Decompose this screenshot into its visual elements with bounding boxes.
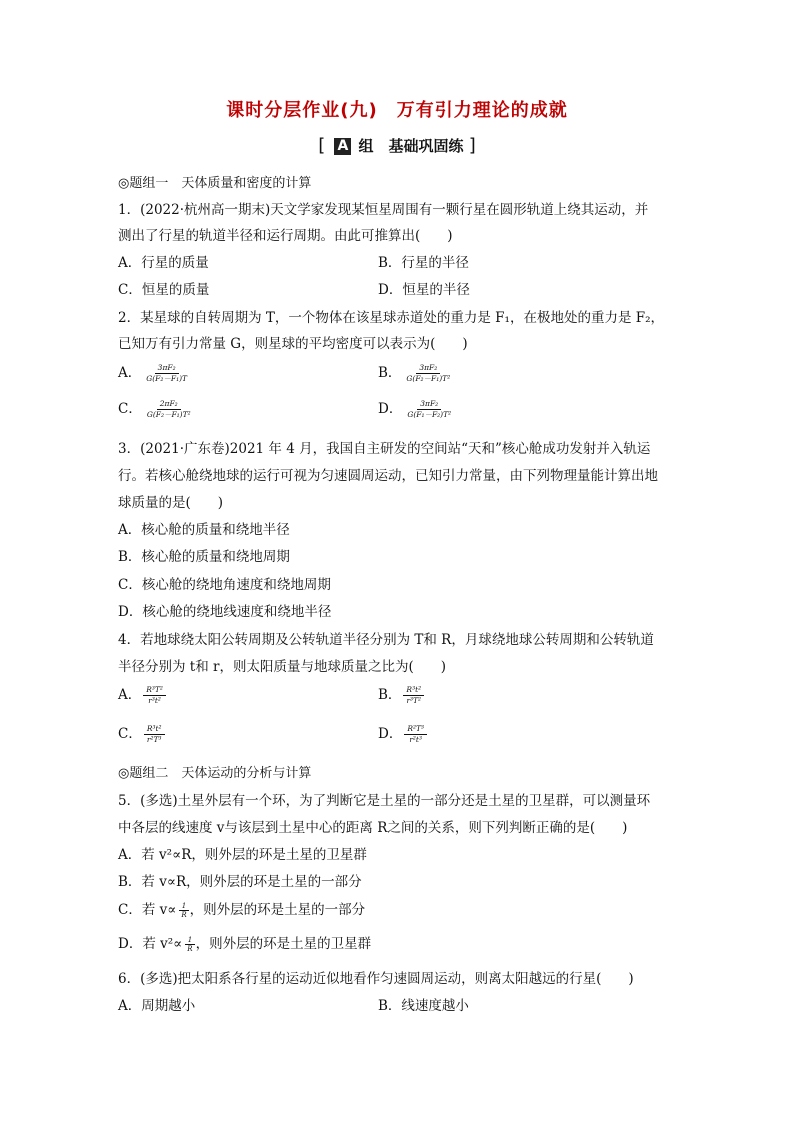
q5-option-a: A．若 v²∝R，则外层的环是土星的卫星群: [118, 847, 367, 863]
fraction-denominator: G(F₂－F₁)T²: [406, 374, 451, 383]
q6-option-b: B．线速度越小: [378, 998, 469, 1014]
fraction-numerator: 3πF₂: [417, 399, 441, 410]
fraction: [403, 363, 453, 384]
q2-option-a: [118, 361, 190, 384]
option-label: D．: [378, 401, 403, 417]
group-letter-badge: A: [334, 138, 351, 155]
fraction-denominator: R: [187, 945, 193, 953]
q1-option-c: C．恒星的质量: [118, 282, 210, 298]
q3-option-a: A．核心舱的质量和绕地半径: [118, 522, 290, 538]
option-label: C．: [118, 726, 142, 742]
group-name: 组 基础巩固练: [358, 137, 464, 155]
q2-option-b: [378, 361, 453, 384]
fraction-numerator: 3πF₂: [416, 363, 440, 374]
fraction-denominator: G(F₂－F₁)T²: [146, 410, 191, 419]
fraction-numerator: 3πF₂: [155, 363, 179, 374]
fraction: [184, 936, 195, 953]
q5-stem-line1: 5．(多选)土星外层有一个环，为了判断它是土星的一部分还是土星的卫星群，可以测量环: [118, 793, 651, 809]
fraction: [143, 363, 190, 384]
q3-option-b: B．核心舱的质量和绕地周期: [118, 549, 290, 565]
fraction: [143, 685, 166, 706]
q3-stem-line1: 3．(2021·广东卷)2021 年 4 月，我国自主研发的空间站“天和”核心舱成功发射并入轨运: [118, 441, 651, 457]
q3-stem-line2: 行。若核心舱绕地球的运行可视为匀速圆周运动，已知引力常量，由下列物理量能计算出地: [118, 468, 658, 484]
option-prefix: C．若 v∝: [118, 902, 177, 918]
q1-option-d: D．恒星的半径: [378, 282, 470, 298]
q6-option-a: A．周期越小: [118, 998, 196, 1014]
option-label: A．: [118, 365, 142, 381]
q6-stem-line1: 6．(多选)把太阳系各行星的运动近似地看作匀速圆周运动，则离太阳越远的行星( ): [118, 971, 634, 987]
q2-option-c: [118, 397, 194, 420]
fraction: [144, 724, 165, 745]
q4-stem-line2: 半径分别为 t和 r，则太阳质量与地球质量之比为( ): [118, 659, 446, 675]
section-1-title: ◎题组一 天体质量和密度的计算: [118, 176, 312, 191]
fraction-denominator: r²T³: [146, 735, 162, 744]
q5-stem-line2: 中各层的线速度 v与该层到土星中心的距离 R之间的关系，则下列判断正确的是( ): [118, 820, 628, 836]
fraction: [404, 399, 454, 420]
group-bracket-open: [: [318, 135, 326, 156]
page-title: 课时分层作业(九) 万有引力理论的成就: [226, 100, 568, 121]
option-label: A．: [118, 687, 142, 703]
q3-option-d: D．核心舱的绕地线速度和绕地半径: [118, 604, 332, 620]
q3-option-c: C．核心舱的绕地角速度和绕地周期: [118, 577, 331, 593]
fraction: [404, 724, 427, 745]
fraction-numerator: 1: [185, 936, 195, 945]
group-bracket-close: ]: [468, 135, 476, 156]
fraction: [144, 399, 194, 420]
option-label: B．: [378, 687, 402, 703]
q1-option-a: A．行星的质量: [118, 255, 209, 271]
q5-option-c: [118, 898, 365, 919]
q1-stem-line2: 测出了行星的轨道半径和运行周期。由此可推算出( ): [118, 228, 453, 244]
option-suffix: ，则外层的环是土星的一部分: [189, 902, 366, 918]
q2-option-d: [378, 397, 454, 420]
option-prefix: D．若 v²∝: [118, 936, 183, 952]
fraction-denominator: r³T²: [406, 696, 422, 705]
q5-option-b: B．若 v∝R，则外层的环是土星的一部分: [118, 874, 362, 890]
fraction-denominator: r²t³: [409, 735, 422, 744]
q2-stem-line1: 2．某星球的自转周期为 T，一个物体在该星球赤道处的重力是 F₁，在极地处的重力是 F₂，: [118, 310, 665, 326]
fraction-numerator: 2πF₂: [157, 399, 181, 410]
fraction-numerator: R³T²: [143, 685, 166, 696]
fraction-numerator: 1: [179, 902, 189, 911]
q2-stem-line2: 已知万有引力常量 G，则星球的平均密度可以表示为( ): [118, 336, 468, 352]
q1-option-b: B．行星的半径: [378, 255, 469, 271]
q5-option-d: [118, 932, 371, 953]
option-label: C．: [118, 401, 142, 417]
q1-stem-line1: 1．(2022·杭州高一期末)天文学家发现某恒星周围有一颗行星在圆形轨道上绕其运动，并: [118, 202, 649, 218]
option-suffix: ，则外层的环是土星的卫星群: [195, 936, 372, 952]
q3-stem-line3: 球质量的是( ): [118, 495, 224, 511]
fraction-numerator: R³t²: [144, 724, 165, 735]
section-2-title: ◎题组二 天体运动的分析与计算: [118, 766, 312, 781]
option-label: B．: [378, 365, 402, 381]
q4-option-b: [378, 683, 424, 706]
fraction: [178, 902, 189, 919]
q4-option-a: [118, 683, 166, 706]
fraction-denominator: R: [181, 911, 187, 919]
fraction: [403, 685, 424, 706]
fraction-numerator: R³t²: [403, 685, 424, 696]
group-heading: [0, 135, 794, 156]
fraction-denominator: G(F₁－F₂)T²: [407, 410, 452, 419]
q4-option-c: [118, 722, 165, 745]
fraction-denominator: G(F₂－F₁)T: [146, 374, 188, 383]
q4-option-d: [378, 722, 427, 745]
q4-stem-line1: 4．若地球绕太阳公转周期及公转轨道半径分别为 T和 R，月球绕地球公转周期和公转轨道: [118, 632, 654, 648]
fraction-denominator: r³t²: [148, 696, 161, 705]
fraction-numerator: R²T³: [404, 724, 427, 735]
option-label: D．: [378, 726, 403, 742]
